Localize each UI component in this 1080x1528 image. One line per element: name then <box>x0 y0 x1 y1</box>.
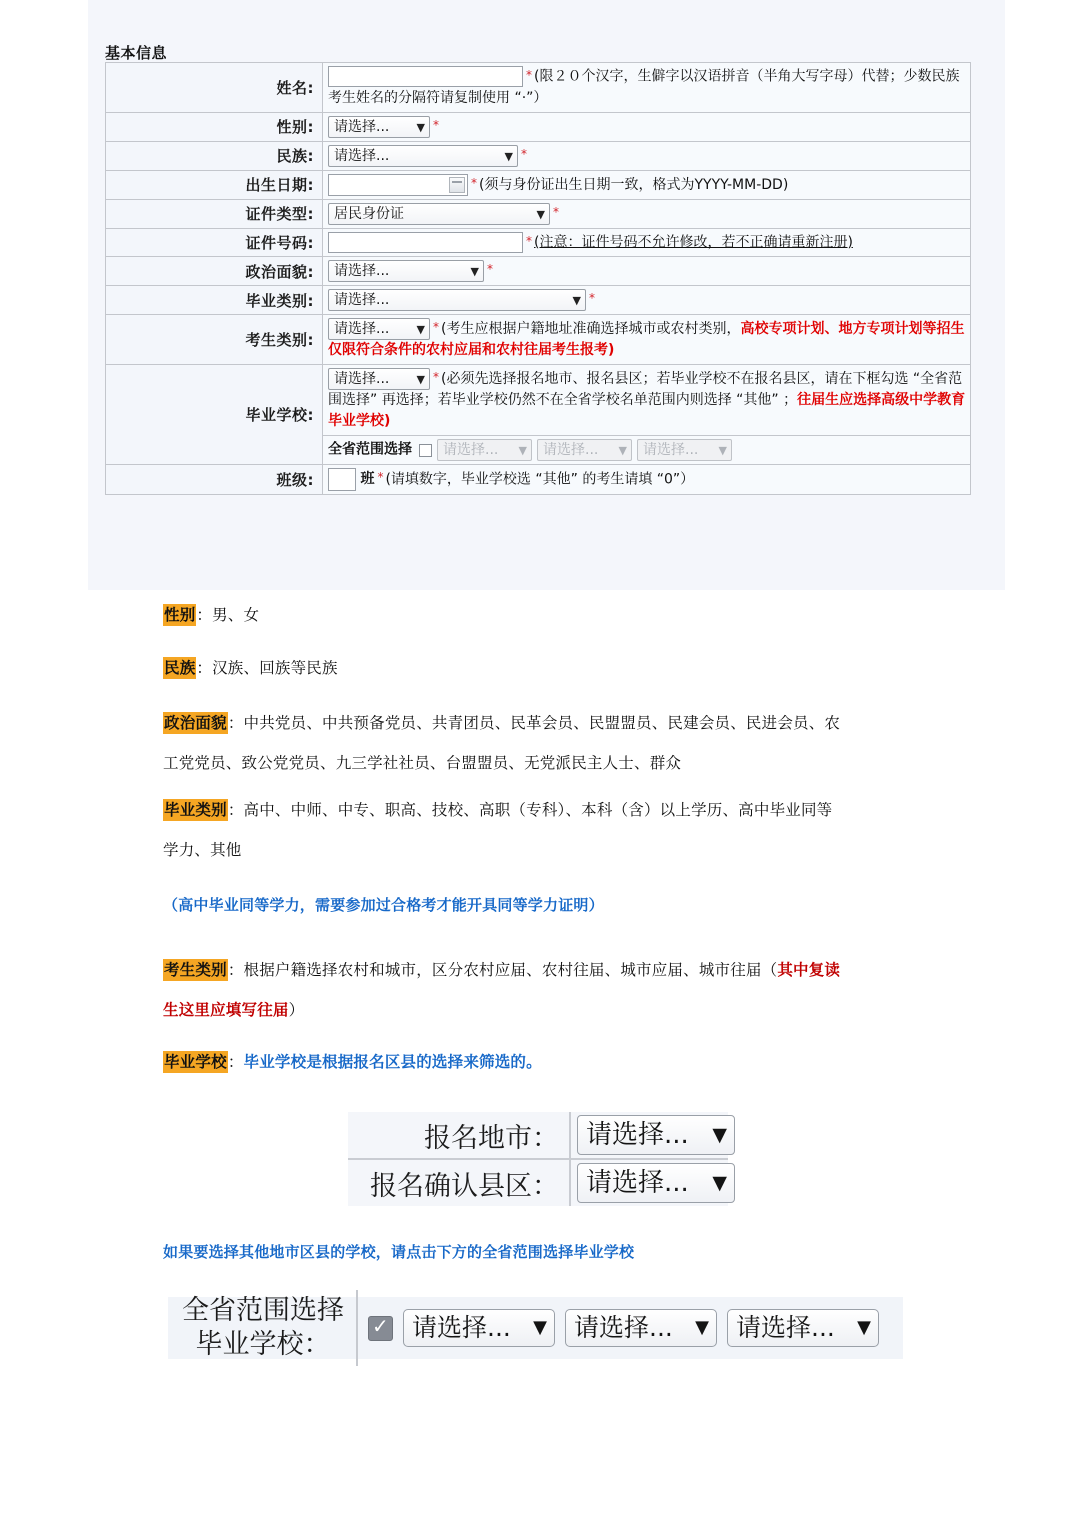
row-label-class: 班级: <box>106 465 323 495</box>
table-row <box>106 286 971 315</box>
annotation-ethnicity-body: 汉族、回族等民族 <box>212 659 338 677</box>
table-row <box>348 1112 728 1159</box>
required-asterisk: * <box>433 370 439 384</box>
graduation-type-select[interactable] <box>328 289 586 311</box>
annotation-graduation-school-key: 毕业学校 <box>164 1053 227 1071</box>
row-label-candidate-type: 考生类别: <box>106 315 323 365</box>
required-asterisk: * <box>553 204 559 219</box>
row-field-ethnicity <box>323 141 971 170</box>
annotation-graduation-school-sep: ： <box>227 1053 244 1071</box>
registration-county-select-value: 请选择... <box>586 1168 689 1198</box>
province-wide-city-select-value: 请选择... <box>412 1313 511 1342</box>
candidate-type-select[interactable] <box>328 318 430 340</box>
table-row <box>106 465 971 495</box>
class-input[interactable] <box>328 468 356 491</box>
gender-select-value: 请选择... <box>334 118 390 135</box>
chevron-down-icon: ▼ <box>504 149 513 163</box>
required-asterisk: * <box>589 291 595 305</box>
row-label-political-status: 政治面貌: <box>106 257 323 286</box>
annotation-ethnicity <box>163 648 338 688</box>
province-wide-checkbox[interactable] <box>419 444 432 457</box>
table-row <box>106 63 971 113</box>
table-row <box>106 112 971 141</box>
annotation-candidate-type <box>163 950 963 1030</box>
ethnicity-select[interactable] <box>328 145 518 167</box>
annotation-candidate-type-key: 考生类别 <box>164 961 227 979</box>
candidate-type-select-value: 请选择... <box>334 321 390 337</box>
registration-county-label: 报名确认县区： <box>348 1159 570 1206</box>
province-school-select-value: 请选择... <box>643 442 699 458</box>
chevron-down-icon: ▼ <box>712 1124 727 1146</box>
province-wide-city-select[interactable] <box>403 1309 555 1347</box>
required-asterisk: * <box>433 117 439 132</box>
annotation-graduation-type-line2: 学力、其他 <box>163 841 242 859</box>
annotation-graduation-type-line1 <box>163 790 963 830</box>
chevron-down-icon: ▼ <box>416 120 425 134</box>
basic-info-panel <box>88 0 1005 590</box>
province-wide-label: 全省范围选择 <box>328 441 412 458</box>
row-field-id-number <box>323 228 971 257</box>
row-label-id-type: 证件类型: <box>106 199 323 228</box>
annotation-candidate-type-red2: 生这里应填写往届 <box>163 1001 289 1019</box>
row-label-id-number: 证件号码: <box>106 228 323 257</box>
annotation-political-status-key: 政治面貌 <box>164 714 227 732</box>
annotation-graduation-school <box>163 1042 542 1082</box>
chevron-down-icon: ▼ <box>857 1317 871 1338</box>
registration-city-select[interactable] <box>577 1115 735 1155</box>
graduation-type-select-value: 请选择... <box>334 292 390 308</box>
table-row <box>348 1159 728 1206</box>
province-county-select-value: 请选择... <box>543 442 599 458</box>
table-row <box>106 199 971 228</box>
row-field-graduation-school <box>323 365 971 436</box>
annotation-political-status-body1: 中共党员、中共预备党员、共青团员、民革会员、民盟盟员、民建会员、民进会员、农 <box>243 714 841 732</box>
table-row <box>106 315 971 365</box>
registration-county-select[interactable] <box>577 1163 735 1203</box>
gender-select[interactable] <box>328 116 430 138</box>
row-field-name <box>323 63 971 113</box>
political-status-select-value: 请选择... <box>334 263 390 279</box>
annotation-political-status <box>163 703 963 783</box>
annotation-candidate-type-line1 <box>163 950 963 990</box>
row-label-graduation-type: 毕业类别: <box>106 286 323 315</box>
registration-city-select-value: 请选择... <box>586 1120 689 1150</box>
basic-info-table <box>105 62 971 495</box>
required-asterisk: * <box>487 262 493 276</box>
annotation-ethnicity-key: 民族 <box>164 659 196 677</box>
graduation-school-select[interactable] <box>328 368 430 390</box>
chevron-down-icon: ▼ <box>695 1317 709 1338</box>
row-field-province-wide <box>323 436 971 465</box>
annotation-ethnicity-sep: ： <box>196 659 213 677</box>
calendar-icon[interactable] <box>449 177 465 193</box>
graduation-school-note: (必须先选择报名地市、报名县区；若毕业学校不在报名县区，请在下框勾选 “全省范围选择” 再选择；若毕业学校仍然不在全省学校名单范围内则选择 “其他” ； <box>328 371 963 408</box>
row-label-name: 姓名: <box>106 63 323 113</box>
id-type-select-value: 居民身份证 <box>334 205 404 222</box>
required-asterisk: * <box>526 68 532 82</box>
province-wide-school-picker <box>168 1297 903 1359</box>
required-asterisk: * <box>521 146 527 161</box>
registration-county-cell <box>570 1159 728 1206</box>
province-wide-picker-checkbox[interactable] <box>368 1316 393 1341</box>
candidate-type-note: (考生应根据户籍地址准确选择城市或农村类别， <box>441 321 741 337</box>
chevron-down-icon: ▼ <box>618 444 627 457</box>
chevron-down-icon: ▼ <box>572 294 581 307</box>
annotation-blue-note-2: 如果要选择其他地市区县的学校，请点击下方的全省范围选择毕业学校 <box>163 1243 635 1261</box>
class-note: (请填数字，毕业学校选 “其他” 的考生请填 “0”） <box>385 471 695 488</box>
chevron-down-icon: ▼ <box>536 207 545 221</box>
registration-city-cell <box>570 1112 728 1159</box>
chevron-down-icon: ▼ <box>470 265 479 278</box>
birthdate-input[interactable] <box>328 174 468 196</box>
annotation-candidate-type-body1: 根据户籍选择农村和城市，区分农村应届、农村往届、城市应届、城市往届（ <box>243 961 778 979</box>
panel-title: 基本信息 <box>105 44 168 62</box>
chevron-down-icon: ▼ <box>718 444 727 457</box>
row-label-birthdate: 出生日期: <box>106 170 323 199</box>
province-city-select-value: 请选择... <box>443 442 499 458</box>
province-wide-picker-label-line1: 全省范围选择 <box>182 1295 344 1326</box>
id-number-note: (注意：证件号码不允许修改，若不正确请重新注册) <box>534 234 853 250</box>
annotation-gender-sep: ： <box>196 606 213 624</box>
annotation-candidate-type-red1: 其中复读 <box>777 961 841 979</box>
row-field-graduation-type <box>323 286 971 315</box>
registration-location-table <box>348 1112 728 1206</box>
graduation-school-note-red: 往届生应选择高级中学教育毕业学校) <box>328 392 966 429</box>
table-row <box>106 365 971 436</box>
chevron-down-icon: ▼ <box>416 323 425 336</box>
annotation-political-status-sep: ： <box>227 714 244 732</box>
row-field-candidate-type <box>323 315 971 365</box>
annotation-political-status-line1 <box>163 703 963 743</box>
row-field-birthdate <box>323 170 971 199</box>
annotation-gender-key: 性别 <box>164 606 196 624</box>
province-wide-county-select[interactable] <box>565 1309 717 1347</box>
annotation-blue-note-1: （高中毕业同等学力，需要参加过合格考才能开具同等学力证明） <box>163 896 604 914</box>
province-wide-school-select[interactable] <box>727 1309 879 1347</box>
row-field-political-status <box>323 257 971 286</box>
annotation-graduation-school-body: 毕业学校是根据报名区县的选择来筛选的。 <box>243 1053 542 1071</box>
table-row <box>106 257 971 286</box>
id-number-input[interactable] <box>328 232 523 253</box>
candidate-type-note-red: 高校专项计划、地方专项计划等招生仅限符合条件的农村应届和农村往届考生报考) <box>328 321 965 358</box>
province-wide-picker-body <box>358 1309 879 1347</box>
annotation-graduation-type-sep: ： <box>227 801 244 819</box>
row-field-class <box>323 465 971 495</box>
province-wide-school-select-value: 请选择... <box>736 1313 835 1342</box>
province-city-select[interactable] <box>437 439 532 461</box>
annotation-candidate-type-sep: ： <box>227 961 244 979</box>
name-input[interactable] <box>328 66 523 87</box>
row-label-ethnicity: 民族: <box>106 141 323 170</box>
province-wide-picker-label-line2: 毕业学校： <box>195 1329 331 1360</box>
chevron-down-icon: ▼ <box>518 444 527 457</box>
annotation-candidate-type-line2 <box>163 990 963 1030</box>
annotation-gender-body: 男、女 <box>212 606 260 624</box>
birthdate-note: (须与身份证出生日期一致，格式为YYYY-MM-DD) <box>479 176 789 193</box>
required-asterisk: * <box>377 470 384 484</box>
row-field-id-type <box>323 199 971 228</box>
graduation-school-select-value: 请选择... <box>334 371 390 387</box>
province-county-select[interactable] <box>537 439 632 461</box>
id-type-select[interactable] <box>328 203 550 225</box>
required-asterisk: * <box>526 233 532 248</box>
table-row <box>106 141 971 170</box>
chevron-down-icon: ▼ <box>416 373 425 386</box>
class-unit-label: 班 <box>360 471 375 487</box>
annotation-political-status-line2: 工党党员、致公党党员、九三学社社员、台盟盟员、无党派民主人士、群众 <box>163 754 682 772</box>
registration-city-label: 报名地市： <box>348 1112 570 1159</box>
annotation-candidate-type-body2: ） <box>288 1001 305 1019</box>
annotation-graduation-type-key: 毕业类别 <box>164 801 227 819</box>
table-row <box>106 228 971 257</box>
row-label-gender: 性别: <box>106 112 323 141</box>
annotation-gender <box>163 595 259 635</box>
row-field-gender <box>323 112 971 141</box>
province-wide-picker-label <box>168 1290 358 1366</box>
required-asterisk: * <box>471 175 477 190</box>
name-note: (限２０个汉字，生僻字以汉语拼音（半角大写字母）代替；少数民族考生姓名的分隔符请复制使用 “·”） <box>328 68 960 106</box>
chevron-down-icon: ▼ <box>712 1172 727 1194</box>
annotation-graduation-type <box>163 790 963 870</box>
table-row <box>106 170 971 199</box>
required-asterisk: * <box>433 320 439 334</box>
annotation-graduation-type-body1: 高中、中师、中专、职高、技校、高职（专科）、本科（含）以上学历、高中毕业同等 <box>243 801 833 819</box>
row-label-graduation-school: 毕业学校: <box>106 365 323 465</box>
province-school-select[interactable] <box>637 439 732 461</box>
ethnicity-select-value: 请选择... <box>334 147 390 164</box>
chevron-down-icon: ▼ <box>533 1317 547 1338</box>
political-status-select[interactable] <box>328 260 484 282</box>
province-wide-county-select-value: 请选择... <box>574 1313 673 1342</box>
